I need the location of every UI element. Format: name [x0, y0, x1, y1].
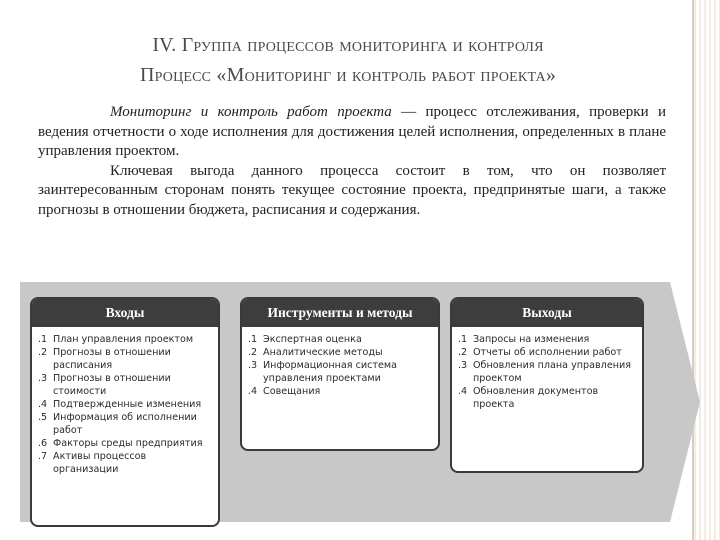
tools-header: Инструменты и методы — [242, 299, 438, 327]
definition-text: — процесс отслеживания, проверки и ведения отчетности о ходе исполнения для достижения целей исполнения, определенных в плане управления проектом. — [38, 104, 667, 159]
outputs-box — [450, 297, 644, 473]
list-item: .3 Информационная система управления проектами — [248, 360, 397, 384]
term-definition: Мониторинг и контроль работ проекта — [110, 104, 392, 120]
list-item: .7 Активы процессов организации — [38, 451, 147, 475]
list-item: .1 План управления проектом — [38, 334, 194, 345]
process-diagram — [0, 282, 720, 540]
list-item: .3 Прогнозы в отношении стоимости — [38, 373, 171, 397]
list-item: .2 Отчеты об исполнении работ — [458, 347, 622, 358]
list-item: .1 Запросы на изменения — [458, 334, 590, 345]
inputs-list — [32, 327, 218, 476]
list-item: .6 Факторы среды предприятия — [38, 438, 203, 449]
list-item: .5 Информация об исполнении работ — [38, 412, 197, 436]
list-item: .4 Подтвержденные изменения — [38, 399, 202, 410]
body-text — [38, 103, 666, 220]
inputs-box — [30, 297, 220, 527]
tools-box — [240, 297, 440, 451]
list-item: .1 Экспертная оценка — [248, 334, 362, 345]
list-item: .2 Аналитические методы — [248, 347, 383, 358]
list-item: .2 Прогнозы в отношении расписания — [38, 347, 171, 371]
slide-title-line-2: Процесс «Мониторинг и контроль работ проекта» — [139, 64, 557, 86]
list-item: .4 Совещания — [248, 386, 321, 397]
slide-title-line-1: IV. Группа процессов мониторинга и контроля — [152, 34, 544, 56]
outputs-header: Выходы — [452, 299, 642, 327]
list-item: .4 Обновления документов проекта — [458, 386, 599, 410]
paragraph-benefit: Ключевая выгода данного процесса состоит в том, что он позволяет заинтересованным сторонам понять текущее состояние проекта, предпринятые шаги, а также прогнозы в отношении бюджета, расписания и содержания. — [38, 162, 666, 218]
inputs-header: Входы — [32, 299, 218, 327]
paragraph-definition — [38, 103, 666, 162]
list-item: .3 Обновления плана управления проектом — [458, 360, 631, 384]
slide-title — [6, 30, 690, 90]
outputs-list — [452, 327, 642, 411]
tools-list — [242, 327, 438, 398]
